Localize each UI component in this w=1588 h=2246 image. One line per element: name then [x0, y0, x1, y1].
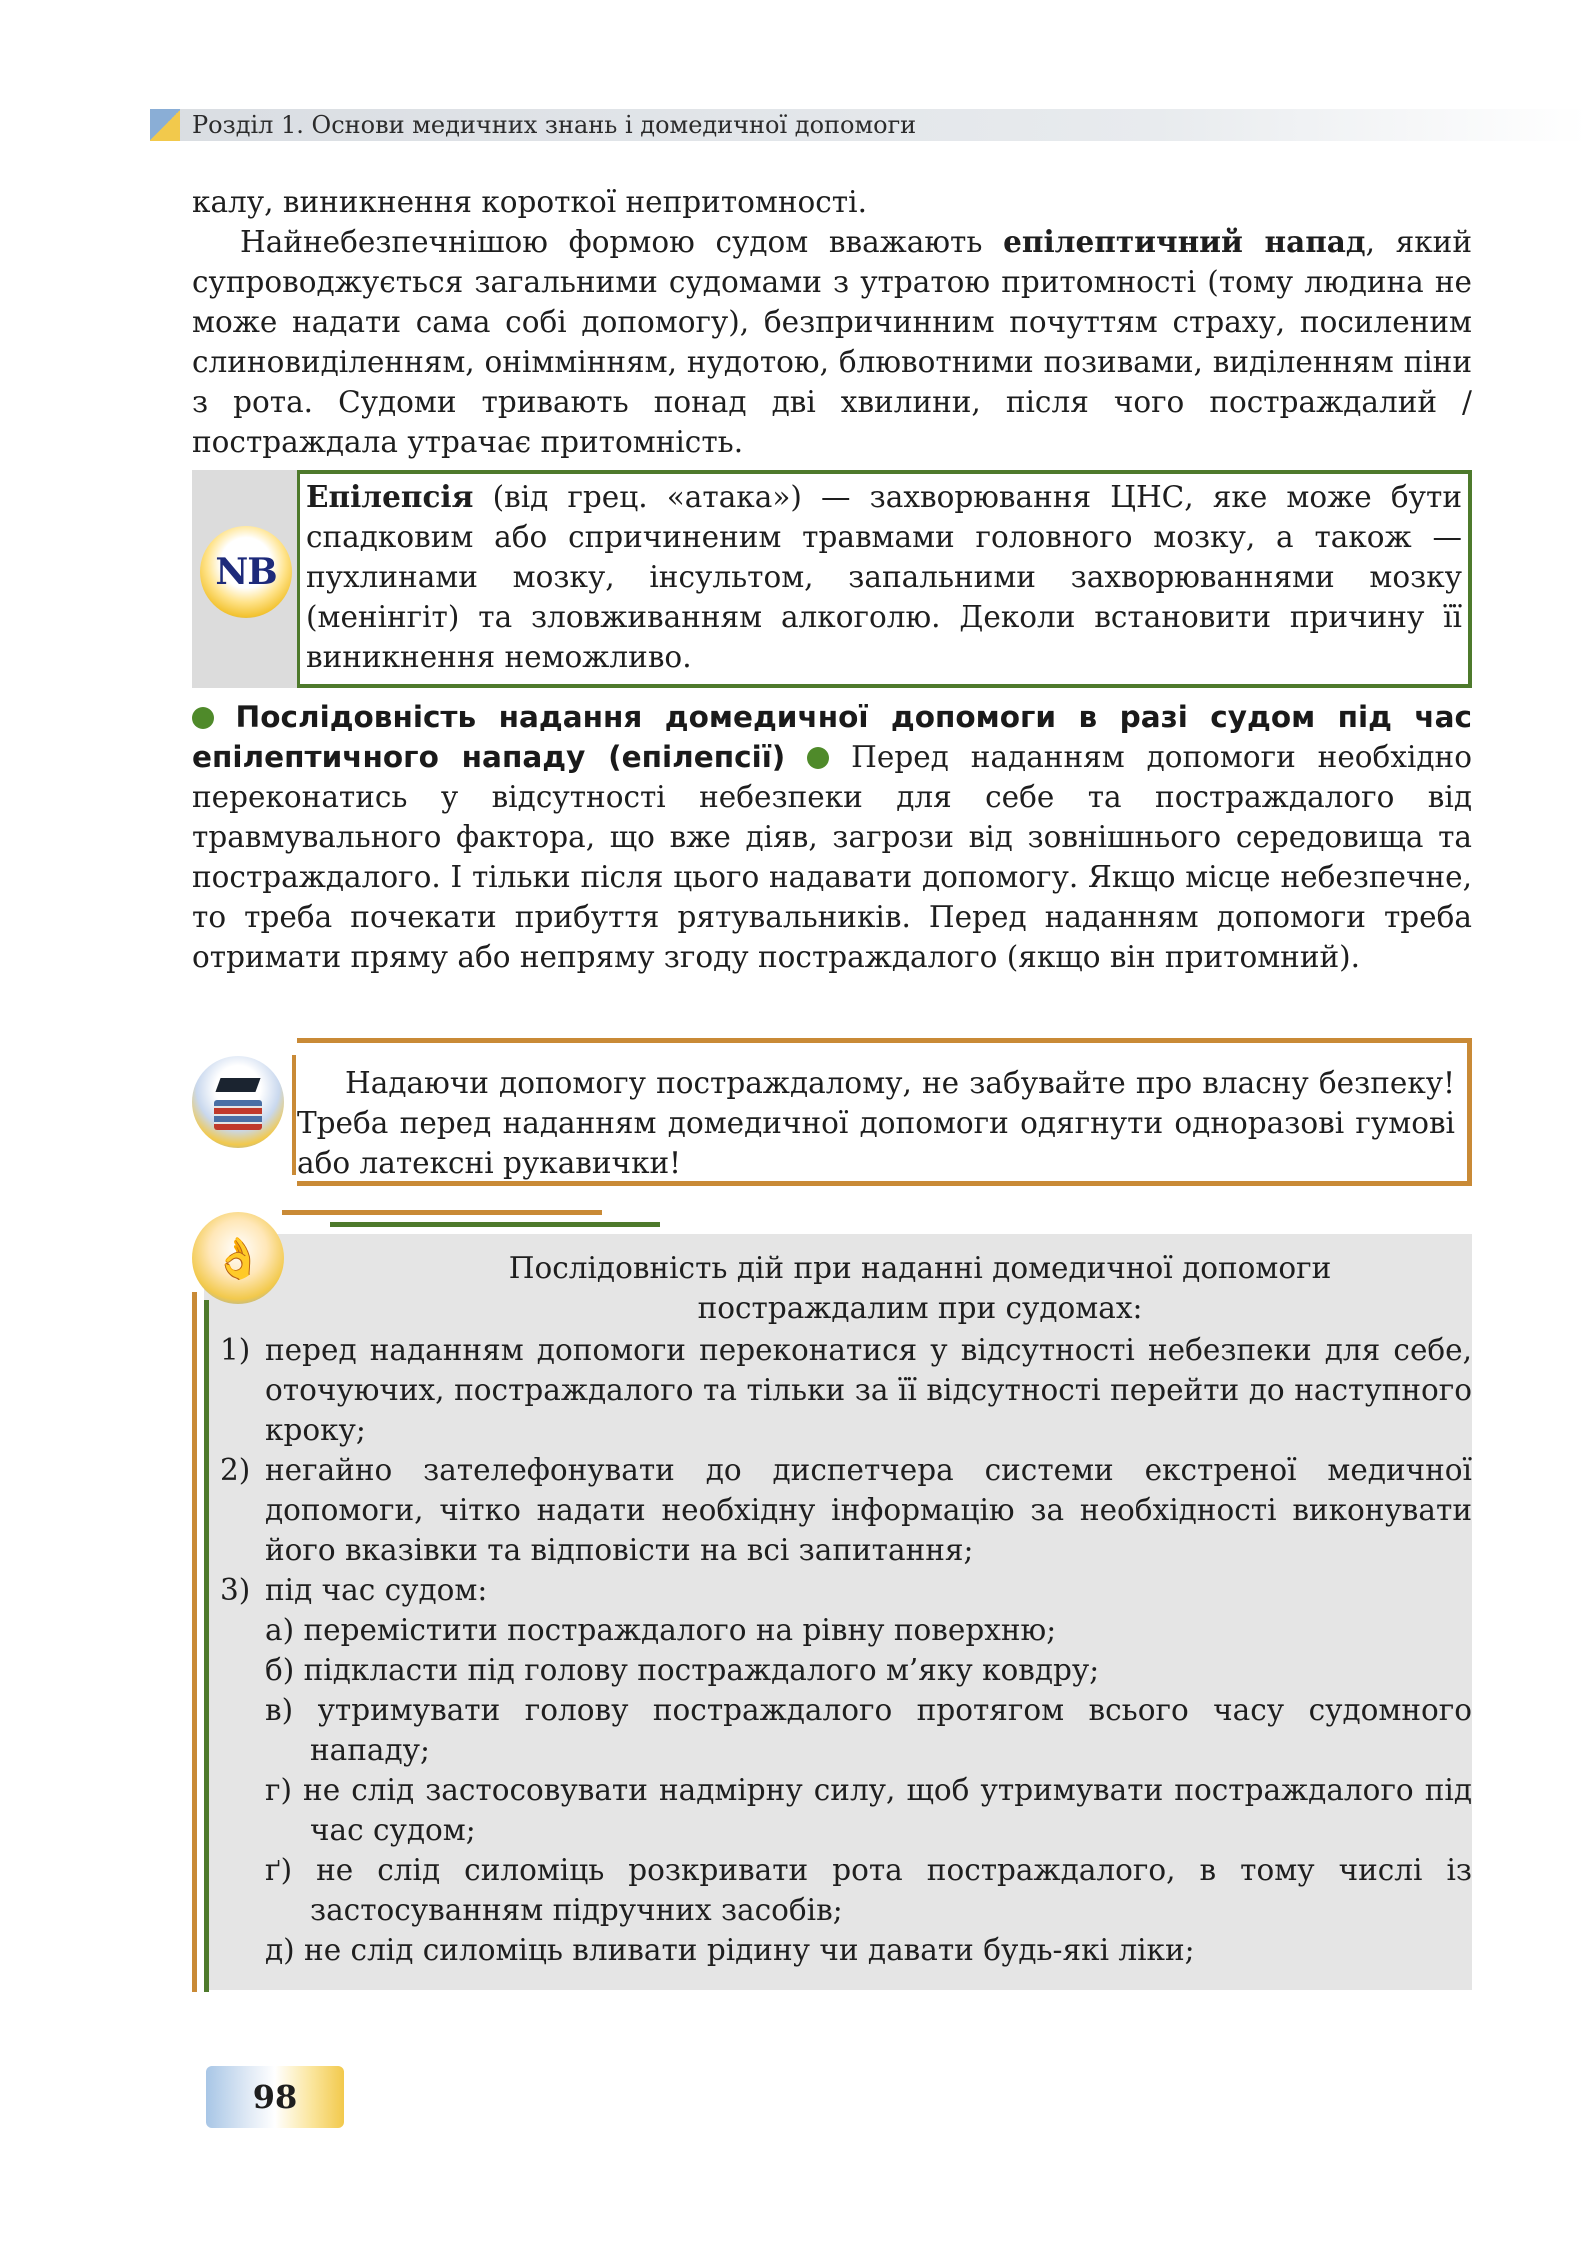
intro-paragraph	[192, 222, 1472, 462]
intro-term: епілептичний напад	[1003, 224, 1366, 259]
intro-text-part2: , який супроводжується загальними судомами з утратою притомності (тому людина не може надати сама собі допомогу), безпричинним почуттям страху, посиленим слиновиділенням, оніммінням, нудотою, блювотними позивами, виділенням піни з рота. Судоми тривають понад дві хвилини, після чого постраждалий / постраждала утрачає притомність.	[192, 225, 1472, 459]
ok-hand-glyph: 👌	[213, 1235, 263, 1282]
substep-item-a	[265, 1610, 1472, 1650]
substep-text: д) не слід силоміць вливати рідину чи давати будь-які ліки;	[265, 1933, 1195, 1967]
step-text: негайно зателефонувати до диспетчера системи екстреної медичної допомоги, чітко надати необхідну інформацію за необхідності виконувати його вказівки та відповісти на всі запитання;	[265, 1453, 1472, 1567]
substep-item-b	[265, 1650, 1472, 1690]
intro-line: калу, виникнення короткої непритомності.	[192, 185, 867, 219]
substep-text: а) перемістити постраждалого на рівну поверхню;	[265, 1613, 1057, 1647]
substep-text: г) не слід застосовувати надмірну силу, щоб утримувати постраждалого під час судом;	[265, 1773, 1472, 1847]
step-number: 2)	[220, 1453, 251, 1487]
intro-text-part1: Найнебезпечнішою формою судом вважають	[240, 225, 1004, 259]
books-cap-icon	[192, 1056, 284, 1148]
step-number: 3)	[220, 1573, 251, 1607]
steps-left-line-green	[204, 1300, 209, 1992]
nb-badge-label: NB	[215, 551, 277, 593]
step-text: перед наданням допомоги переконатися у відсутності небезпеки для себе, оточуючих, постраждалого та тільки за її відсутності перейти до наступного кроку;	[265, 1333, 1472, 1447]
substep-text: б) підкласти під голову постраждалого м’яку ковдру;	[265, 1653, 1100, 1687]
page-number: 98	[252, 2078, 298, 2116]
step-item-3	[220, 1570, 1472, 1610]
section-heading: Послідовність надання домедичної допомоги в разі судом під час епілептичного нападу (епілепсії)	[192, 700, 1472, 774]
header-corner-decoration	[150, 109, 180, 141]
nb-badge-icon	[200, 526, 292, 618]
step-number: 1)	[220, 1333, 251, 1367]
graduation-cap-shape	[215, 1078, 260, 1092]
steps-left-line-orange	[192, 1292, 197, 1992]
books-stack-shape	[214, 1100, 262, 1130]
nb-term: Епілепсія	[306, 479, 474, 514]
bullet-icon	[192, 707, 214, 729]
section-text: Перед наданням допомоги необхідно переконатись у відсутності небезпеки для себе та постраждалого від травмувального фактора, що вже діяв, загрози від зовнішнього середовища та постраждалого. І тільки після цього надавати допомогу. Якщо місце небезпечне, то треба почекати прибуття рятувальників. Перед наданням допомоги треба отримати пряму або непряму згоду постраждалого (якщо він притомний).	[192, 740, 1472, 974]
decor-line-green	[330, 1222, 660, 1227]
nb-definition-text	[306, 477, 1462, 677]
substep-text: ґ) не слід силоміць розкривати рота постраждалого, в тому числі із застосуванням підручних засобів;	[265, 1853, 1472, 1927]
substep-item-g	[265, 1850, 1472, 1930]
substep-item-v	[265, 1690, 1472, 1770]
step-item-1	[220, 1330, 1472, 1450]
step-item-2	[220, 1450, 1472, 1570]
nb-body: (від грец. «атака») — захворювання ЦНС, яке може бути спадковим або спричиненим травмами головного мозку, а також — пухлинами мозку, інсультом, запальними захворюваннями мозку (менінгіт) та зловживанням алкоголю. Деколи встановити причину її виникнення неможливо.	[306, 480, 1462, 674]
bullet-icon	[807, 747, 829, 769]
steps-title-line1: Послідовність дій при наданні домедичної допомоги	[508, 1251, 1332, 1285]
step-text: під час судом:	[265, 1573, 488, 1607]
ok-hand-icon	[192, 1212, 284, 1304]
substep-item-d	[265, 1930, 1472, 1970]
decor-line-orange	[282, 1210, 602, 1215]
warning-text: Надаючи допомогу постраждалому, не забувайте про власну безпеку! Треба перед наданням домедичної допомоги одягнути одноразові гумові або латексні рукавички!	[297, 1066, 1455, 1180]
substep-text: в) утримувати голову постраждалого протягом всього часу судомного нападу;	[265, 1693, 1472, 1767]
running-title: Розділ 1. Основи медичних знань і домедичної допомоги	[192, 111, 917, 139]
steps-title-line2: постраждалим при судомах:	[697, 1291, 1143, 1325]
substep-item-h	[265, 1770, 1472, 1850]
steps-title	[420, 1248, 1420, 1328]
section-paragraph	[192, 697, 1472, 977]
